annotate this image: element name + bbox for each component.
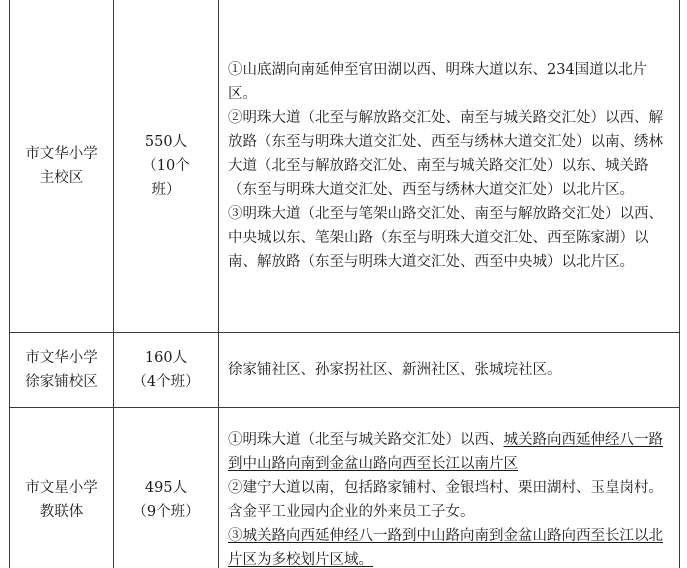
zone-item: ③明珠大道（北至与笔架山路交汇处、南至与解放路交汇处）以西、中央城以东、笔架山路（东至与明珠大道交汇处、西至陈家湖）以南、解放路（东至与明珠大道交汇处、西至中央城）以北片区。 [228, 206, 663, 270]
school-name-cell [10, 0, 114, 333]
enrollment-count-cell [114, 408, 219, 568]
school-name-line: 市文华小学 [25, 146, 98, 162]
zone-item-underlined-text: 城关路向西延伸经八一路到中山路向南到金盆山路向西至长江以南片区 [228, 432, 663, 472]
zone-item-underlined: ③城关路向西延伸经八一路到中山路向南到金盆山路向西至长江以北片区为多校划片区域。 [228, 528, 663, 568]
school-campus-line: 徐家铺校区 [25, 374, 98, 390]
enrollment-count: 160人 [144, 350, 188, 366]
zone-item-plain-text: ①明珠大道（北至与城关路交汇处）以西、 [228, 432, 504, 448]
school-name-line: 市文华小学 [25, 350, 98, 366]
class-count-part-2: 班） [151, 182, 181, 198]
table-row [10, 408, 680, 568]
enrollment-count: 550人 [144, 134, 188, 150]
zone-area-cell [219, 333, 680, 408]
zone-area-cell [219, 408, 680, 568]
school-name-cell [10, 333, 114, 408]
zone-item: ①山底湖向南延伸至官田湖以西、明珠大道以东、234国道以北片区。 [228, 62, 648, 102]
zone-item: ②明珠大道（北至与解放路交汇处、南至与城关路交汇处）以西、解放路（东至与明珠大道交汇处、西至与绣林大道交汇处）以南、绣林大道（北至与解放路交汇处、南至与城关路交汇处）以东、城关路（东至与明珠大道交汇处、西至与绣林大道交汇处）以北片区。 [228, 110, 663, 198]
school-name-cell [10, 408, 114, 568]
enrollment-count-cell [114, 0, 219, 333]
zone-area-cell [219, 0, 680, 333]
class-count: （9个班） [132, 504, 200, 520]
class-count-part-1: （10个 [142, 158, 190, 174]
zone-item [228, 428, 671, 476]
school-campus-line: 教联体 [39, 504, 84, 520]
enrollment-count-cell [114, 333, 219, 408]
school-campus-line: 主校区 [39, 170, 84, 186]
zone-item: 徐家铺社区、孙家拐社区、新洲社区、张城垸社区。 [228, 362, 562, 378]
school-name-line: 市文星小学 [25, 480, 98, 496]
table-row [10, 0, 680, 333]
table-row [10, 333, 680, 408]
zone-item: ②建宁大道以南，包括路家铺村、金银垱村、栗田湖村、玉皇岗村。含金平工业园内企业的外来员工子女。 [228, 480, 663, 520]
class-count: （4个班） [132, 374, 200, 390]
enrollment-count: 495人 [144, 480, 188, 496]
enrollment-zone-table [9, 0, 680, 568]
